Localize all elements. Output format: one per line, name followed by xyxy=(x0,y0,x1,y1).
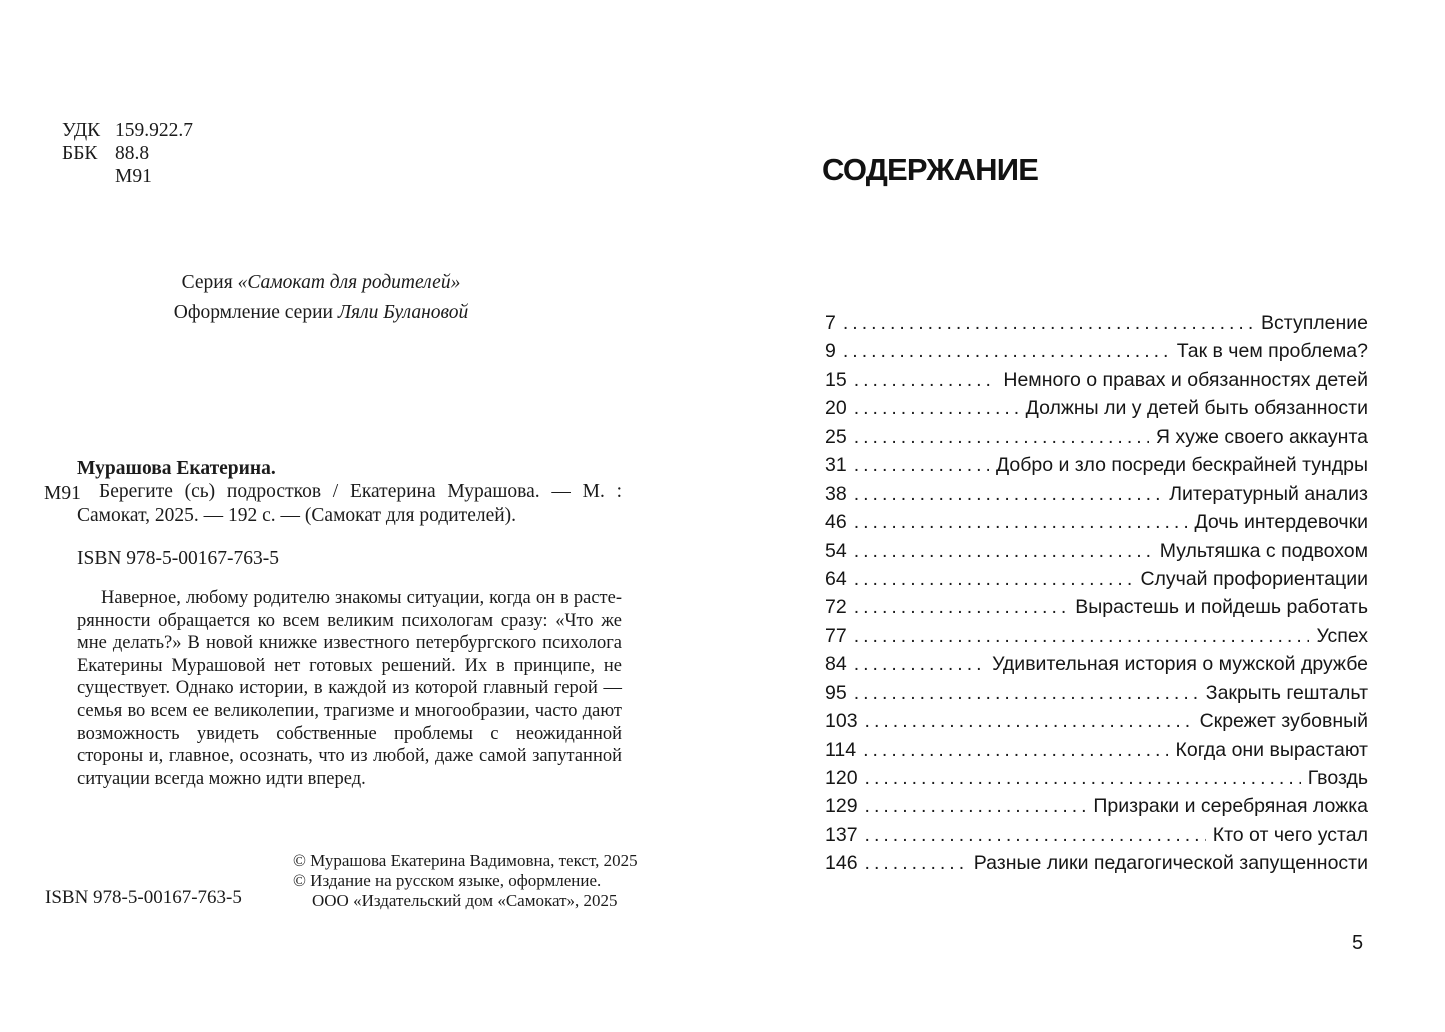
toc-entry xyxy=(825,824,1368,852)
toc-dot-leader xyxy=(854,568,1134,591)
catalog-entry-text: Берегите (сь) подростков / Екатерина Мурашова. — М. : Самокат, 2025. — 192 с. — (Самокат для родителей). xyxy=(77,481,622,526)
toc-dot-leader xyxy=(865,824,1206,847)
udk-label: УДК xyxy=(62,120,101,141)
toc-entry-title: Удивительная история о мужской дружбе xyxy=(992,653,1368,676)
toc-page-number: 95 xyxy=(825,681,847,704)
toc-list xyxy=(825,312,1368,881)
toc-page-number: 25 xyxy=(825,425,847,448)
series-block xyxy=(21,271,621,324)
page-number: 5 xyxy=(1352,932,1364,954)
series-design-line xyxy=(21,301,621,324)
toc-entry-title: Закрыть гештальт xyxy=(1205,681,1368,704)
toc-entry xyxy=(825,852,1368,880)
toc-page-number: 114 xyxy=(825,738,857,761)
toc-entry xyxy=(825,767,1368,795)
toc-dot-leader xyxy=(854,540,1153,563)
toc-dot-leader xyxy=(854,682,1199,705)
toc-page-number: 54 xyxy=(825,539,847,562)
toc-dot-leader xyxy=(854,426,1149,449)
toc-entry-title: Разные лики педагогической запущенности xyxy=(973,852,1368,875)
toc-entry-title: Так в чем проблема? xyxy=(1176,340,1368,363)
toc-entry xyxy=(825,511,1368,539)
toc-entry xyxy=(825,795,1368,823)
toc-dot-leader xyxy=(865,852,967,875)
toc-page-number: 77 xyxy=(825,624,847,647)
toc-entry-title: Добро и зло посреди бескрайней тундры xyxy=(995,454,1368,477)
udk-value: 159.922.7 xyxy=(115,120,193,141)
copyright-line-2: © Издание на русском языке, оформление. xyxy=(293,871,602,890)
toc-entry-title: Должны ли у детей быть обязанности xyxy=(1025,397,1368,420)
toc-dot-leader xyxy=(854,369,997,392)
toc-page-number: 46 xyxy=(825,511,847,534)
classification-block xyxy=(62,119,193,188)
series-designer: Ляли Булановой xyxy=(337,302,469,323)
toc-dot-leader xyxy=(854,653,985,676)
toc-entry xyxy=(825,625,1368,653)
bbk-value: 88.8 xyxy=(115,143,150,164)
toc-page-number: 64 xyxy=(825,567,847,590)
toc-entry xyxy=(825,596,1368,624)
toc-entry xyxy=(825,653,1368,681)
toc-page-number: 84 xyxy=(825,653,847,676)
toc-page-number: 31 xyxy=(825,454,847,477)
copyright-line-1: © Мурашова Екатерина Вадимовна, текст, 2025 xyxy=(293,851,638,870)
toc-dot-leader xyxy=(865,710,1193,733)
series-name: «Самокат для родителей» xyxy=(237,272,461,293)
toc-entry-title: Вступление xyxy=(1261,312,1368,334)
catalog-code: М91 xyxy=(44,483,81,504)
author-code: М91 xyxy=(115,166,152,187)
toc-dot-leader xyxy=(843,312,1254,335)
toc-entry-title: Призраки и серебряная ложка xyxy=(1093,795,1368,818)
toc-heading: СОДЕРЖАНИЕ xyxy=(822,152,1039,187)
toc-entry xyxy=(825,710,1368,738)
toc-page-number: 120 xyxy=(825,767,858,789)
toc-dot-leader xyxy=(865,795,1087,818)
toc-entry xyxy=(825,739,1368,767)
toc-page-number: 20 xyxy=(825,397,847,420)
toc-page-number: 9 xyxy=(825,340,836,363)
toc-dot-leader xyxy=(865,767,1301,790)
toc-entry-title: Случай профориентации xyxy=(1140,567,1368,590)
toc-entry-title: Успех xyxy=(1316,624,1368,647)
toc-page-number: 72 xyxy=(825,596,847,619)
toc-dot-leader xyxy=(854,454,989,477)
toc-entry xyxy=(825,483,1368,511)
isbn-entry: ISBN 978-5-00167-763-5 xyxy=(77,548,280,569)
toc-entry xyxy=(825,426,1368,454)
toc-dot-leader xyxy=(854,511,1188,534)
author-code-row xyxy=(62,165,193,188)
design-prefix: Оформление серии xyxy=(173,302,333,323)
author-heading: Мурашова Екатерина. xyxy=(77,458,276,479)
toc-entry-title: Я хуже своего аккаунта xyxy=(1155,425,1368,448)
udk-row xyxy=(62,119,193,142)
annotation-paragraph: Наверное, любому родителю знакомы ситуации, когда он в растерянности обращается ко всем великим психологам сразу: «Что же мне делать?» В новой книжке известного петербургского психолога Екатерины Мурашовой нет готовых решений. Их в принципе, не существует. Однако истории, в каждой из которой главный герой — семья во всем ее великолепии, трагизме и многообразии, часто дают возможность увидеть собственные проблемы с неожиданной стороны и, главное, осознать, что из любой, даже самой запутанной ситуации всегда можно идти вперед. xyxy=(77,588,622,789)
toc-dot-leader xyxy=(854,483,1162,506)
toc-page-number: 129 xyxy=(825,795,858,818)
toc-entry xyxy=(825,312,1368,340)
toc-dot-leader xyxy=(863,739,1168,762)
bbk-label: ББК xyxy=(62,143,98,164)
toc-entry-title: Гвоздь xyxy=(1307,767,1368,789)
toc-page-number: 38 xyxy=(825,482,847,505)
toc-entry-title: Вырастешь и пойдешь работать xyxy=(1075,596,1368,619)
toc-entry-title: Мультяшка с подвохом xyxy=(1159,539,1368,562)
series-line xyxy=(21,271,621,294)
toc-entry xyxy=(825,540,1368,568)
toc-entry-title: Немного о правах и обязанностях детей xyxy=(1003,368,1368,391)
toc-dot-leader xyxy=(854,596,1069,619)
toc-page-number: 7 xyxy=(825,312,836,334)
toc-entry-title: Кто от чего устал xyxy=(1212,823,1368,846)
toc-entry-title: Дочь интердевочки xyxy=(1194,511,1368,534)
toc-dot-leader xyxy=(854,397,1019,420)
series-prefix: Серия xyxy=(181,272,233,293)
toc-page-number: 15 xyxy=(825,368,847,391)
copyright-block xyxy=(293,851,638,911)
toc-entry-title: Когда они вырастают xyxy=(1175,738,1368,761)
toc-entry xyxy=(825,568,1368,596)
toc-dot-leader xyxy=(843,340,1170,363)
toc-entry-title: Скрежет зубовный xyxy=(1199,710,1368,733)
toc-entry xyxy=(825,397,1368,425)
toc-entry xyxy=(825,682,1368,710)
bbk-row xyxy=(62,142,193,165)
toc-entry xyxy=(825,340,1368,368)
toc-entry xyxy=(825,454,1368,482)
toc-entry xyxy=(825,369,1368,397)
copyright-line-3: ООО «Издательский дом «Самокат», 2025 xyxy=(312,891,618,910)
toc-page-number: 103 xyxy=(825,710,858,733)
isbn-bottom: ISBN 978-5-00167-763-5 xyxy=(45,887,242,908)
toc-entry-title: Литературный анализ xyxy=(1169,482,1368,505)
toc-page-number: 146 xyxy=(825,852,858,875)
toc-dot-leader xyxy=(854,625,1310,648)
toc-page-number: 137 xyxy=(825,823,858,846)
